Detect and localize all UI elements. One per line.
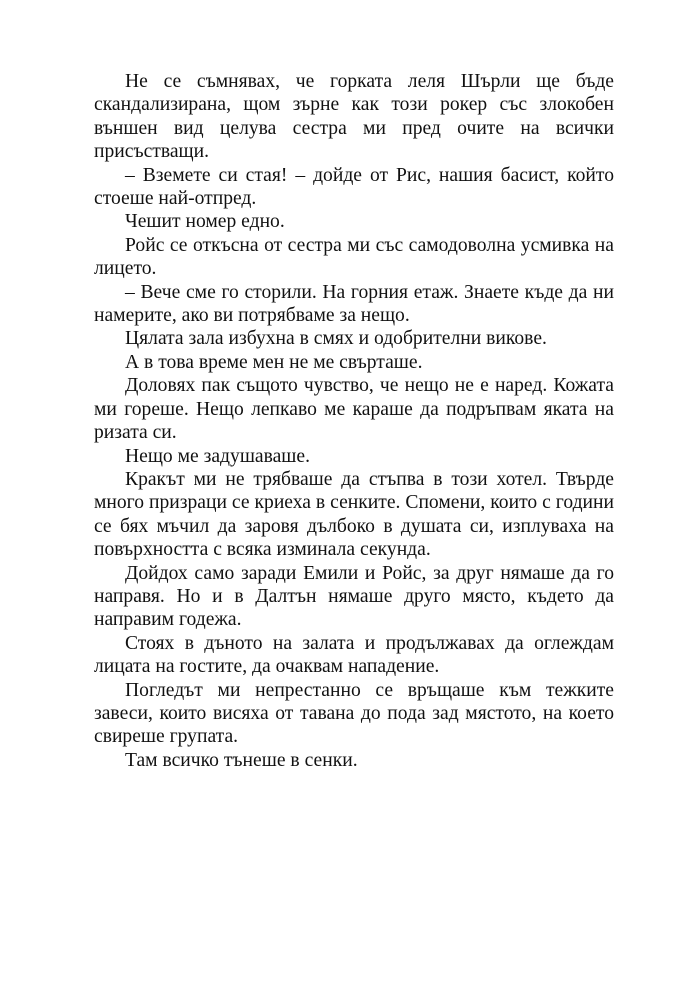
paragraph: Кракът ми не трябваше да стъпва в този хотел. Твърде много призраци се криеха в сенките. Спомени, които с години се бях мъчил да заровя дълбоко в душата си, изплуваха на повърхността с всяка изминала секунда. <box>94 468 614 561</box>
paragraph: Стоях в дъното на залата и продължавах да оглеждам лицата на гостите, да очаквам нападение. <box>94 632 614 678</box>
paragraph: Чешит номер едно. <box>125 211 285 233</box>
page-body <box>94 70 614 772</box>
paragraph: Доловях пак същото чувство, че нещо не е наред. Кожата ми гореше. Нещо лепкаво ме караше да подръпвам яката на ризата си. <box>94 375 614 444</box>
paragraph: А в това време мен не ме свърташе. <box>125 351 423 373</box>
paragraph: Ройс се откъсна от сестра ми със самодоволна усмивка на лицето. <box>94 234 614 280</box>
paragraph: – Вземете си стая! – дойде от Рис, нашия басист, който стоеше най-отпред. <box>94 164 614 210</box>
paragraph: Дойдох само заради Емили и Ройс, за друг нямаше да го направя. Но и в Далтън нямаше друго място, където да направим годежа. <box>94 562 614 631</box>
paragraph: Там всичко тънеше в сенки. <box>125 749 358 771</box>
paragraph: Нещо ме задушаваше. <box>125 445 310 467</box>
paragraph: Цялата зала избухна в смях и одобрителни викове. <box>125 328 547 350</box>
paragraph: Не се съмнявах, че горката леля Шърли ще бъде скандализирана, щом зърне как този рокер със злокобен външен вид целува сестра ми пред очите на всички присъстващи. <box>94 71 614 163</box>
paragraph: Погледът ми непрестанно се връщаше към тежките завеси, които висяха от тавана до пода зад мястото, на което свиреше групата. <box>94 679 614 748</box>
paragraph: – Вече сме го сторили. На горния етаж. Знаете къде да ни намерите, ако ви потрябваме за нещо. <box>94 281 614 327</box>
